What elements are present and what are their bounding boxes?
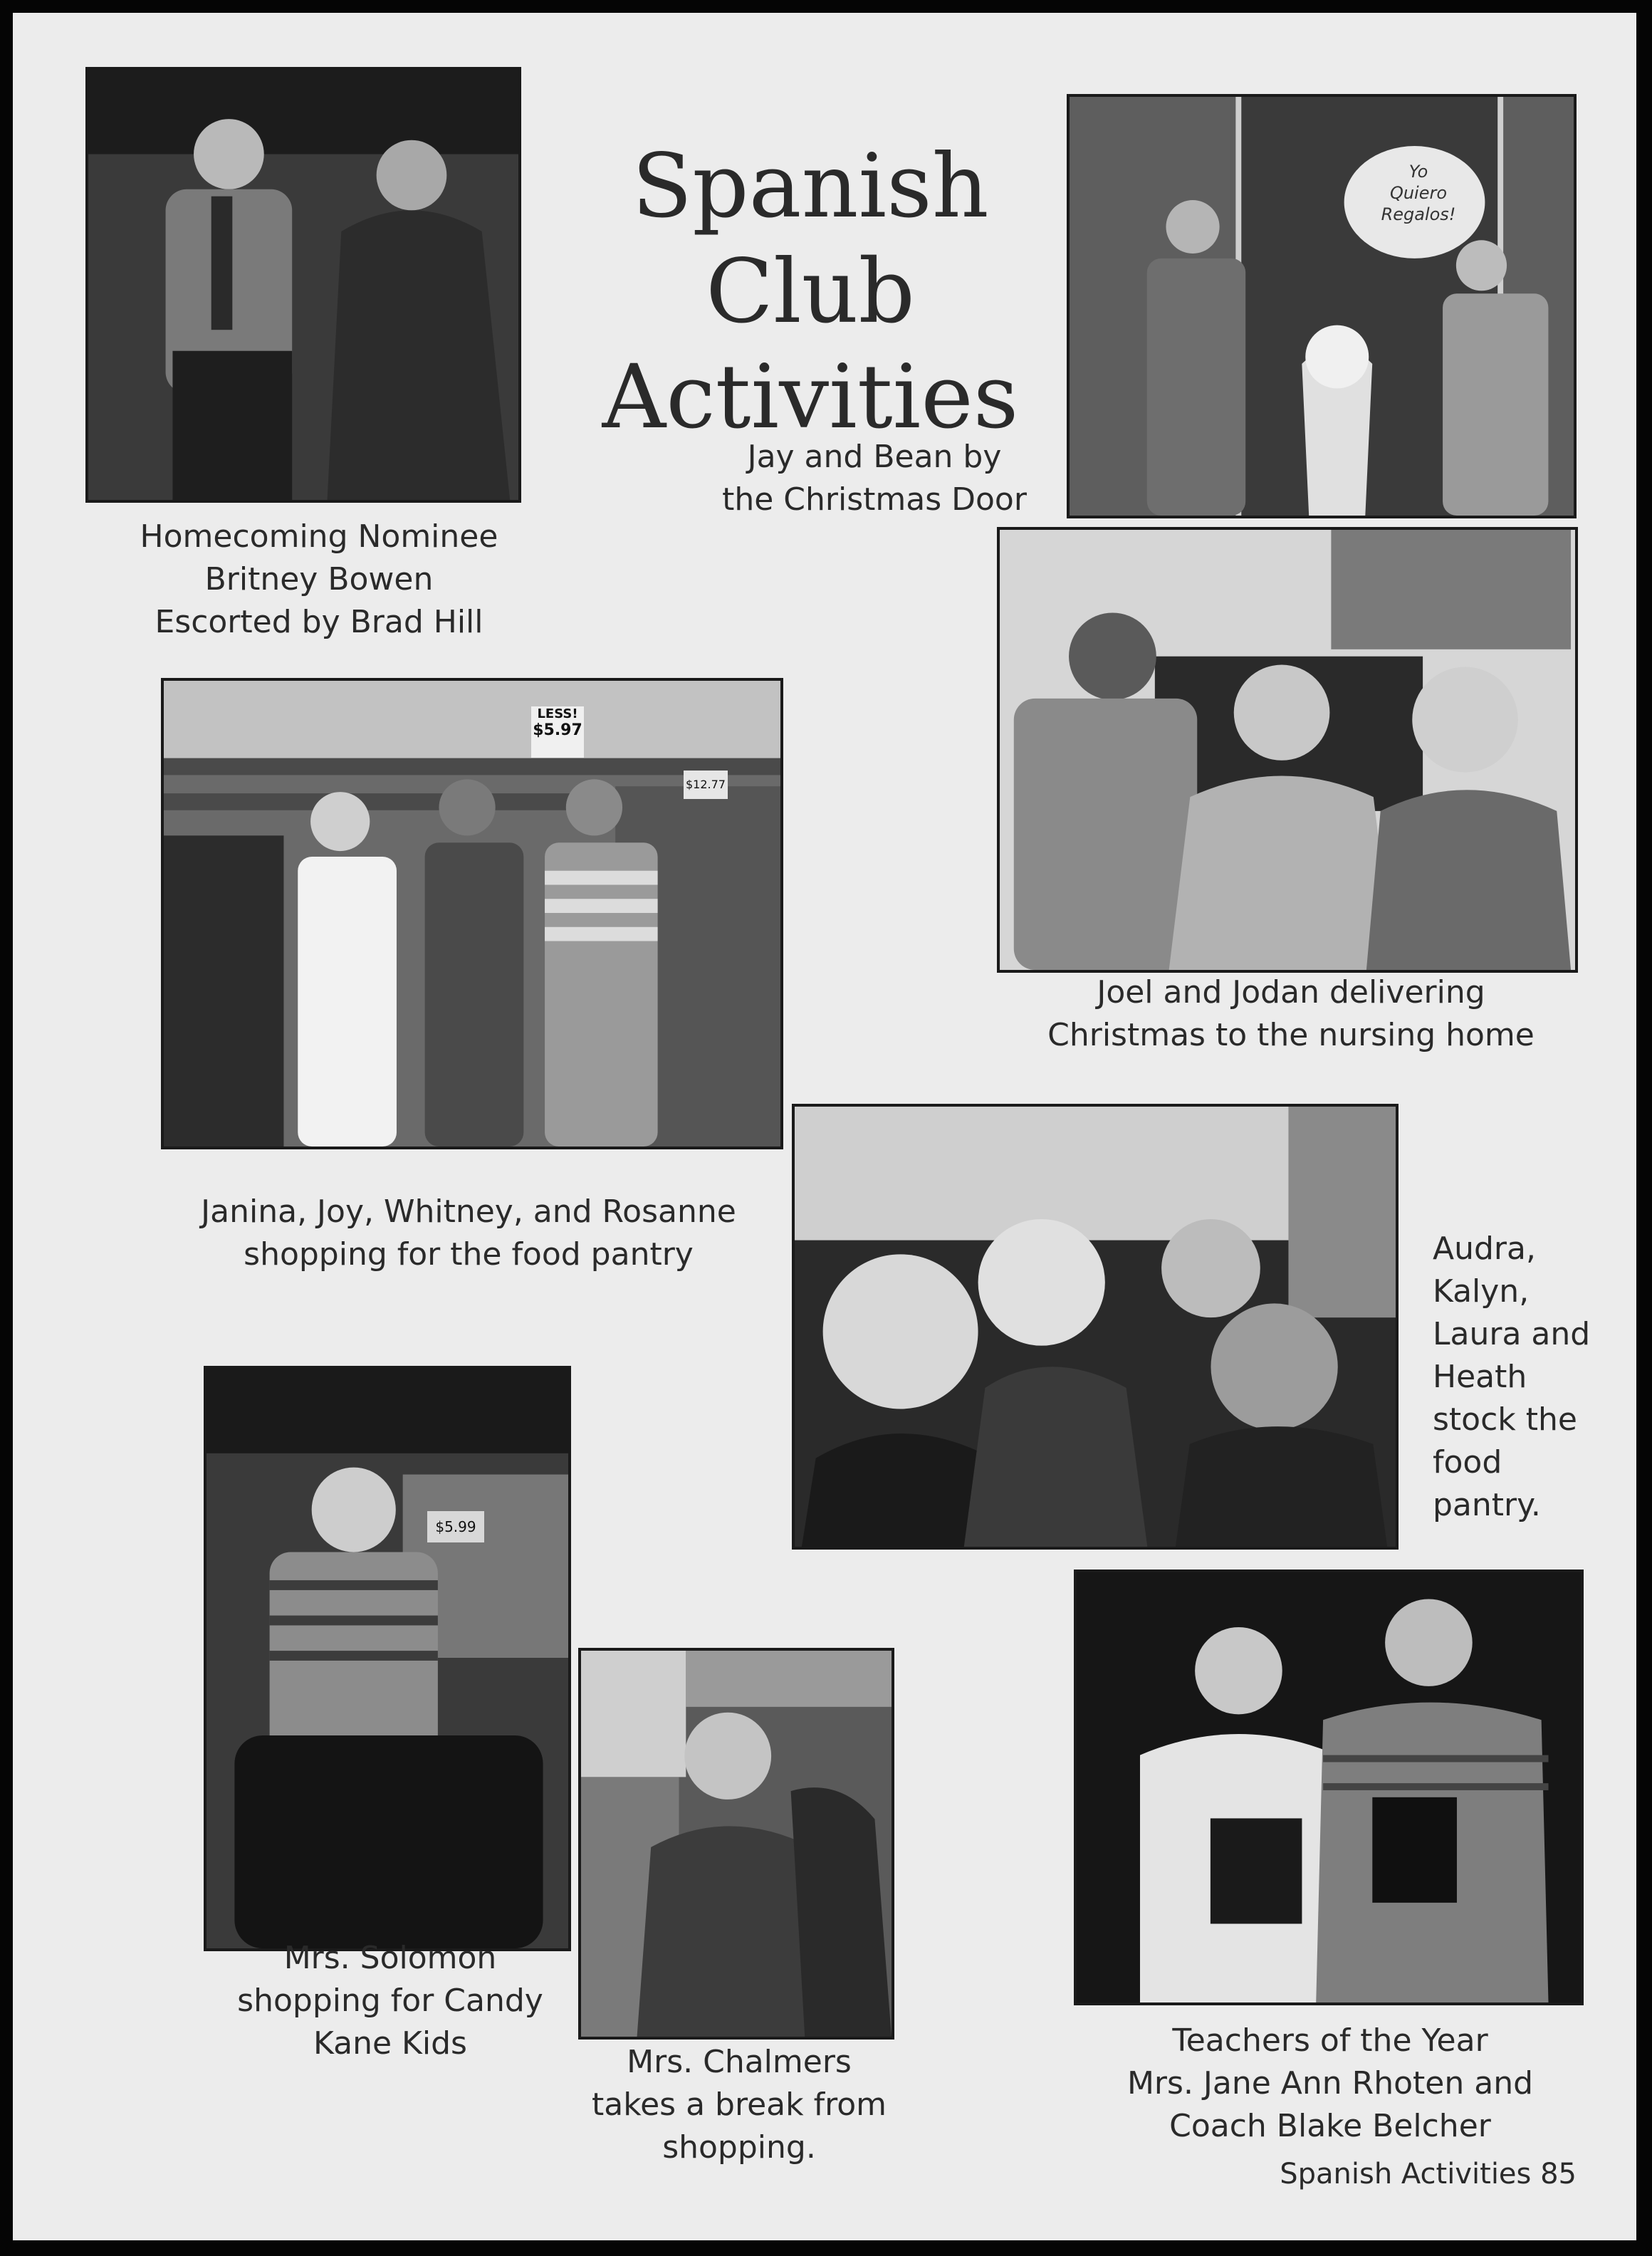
christmas-sign: Yo Quiero Regalos! — [1381, 162, 1456, 224]
christmas-door-caption: Jay and Bean by the Christmas Door — [722, 439, 1027, 518]
homecoming-caption: Homecoming Nominee Britney Bowen Escorted by Brad Hill — [140, 518, 498, 640]
food-pantry-shopping-photo — [161, 678, 783, 1149]
price-sign-less: LESS! $5.97 — [531, 706, 584, 758]
page-title: Spanish Club Activities — [602, 135, 1019, 449]
homecoming-photo — [85, 67, 521, 503]
chalmers-photo — [578, 1648, 894, 2040]
teachers-caption: Teachers of the Year Mrs. Jane Ann Rhoten and Coach Blake Belcher — [1126, 2022, 1534, 2144]
food-pantry-shopping-caption: Janina, Joy, Whitney, and Rosanne shopping for the food pantry — [201, 1194, 736, 1273]
price-sign-solomon: $5.99 — [427, 1511, 484, 1542]
nursing-home-photo — [997, 527, 1578, 973]
stock-pantry-caption: Audra, Kalyn, Laura and Heath stock the food pantry. — [1433, 1231, 1591, 1523]
solomon-caption: Mrs. Solomon shopping for Candy Kane Kids — [237, 1940, 543, 2062]
price-sign-small: $12.77 — [684, 771, 728, 799]
christmas-door-photo — [1067, 94, 1577, 518]
teachers-photo — [1074, 1570, 1584, 2005]
stock-pantry-photo — [792, 1104, 1399, 1550]
page-footer: Spanish Activities 85 — [1280, 2158, 1577, 2190]
chalmers-caption: Mrs. Chalmers takes a break from shopping. — [591, 2044, 887, 2166]
nursing-home-caption: Joel and Jodan delivering Christmas to the nursing home — [1047, 974, 1535, 1053]
solomon-photo — [204, 1366, 571, 1951]
yearbook-page — [13, 13, 1636, 2240]
